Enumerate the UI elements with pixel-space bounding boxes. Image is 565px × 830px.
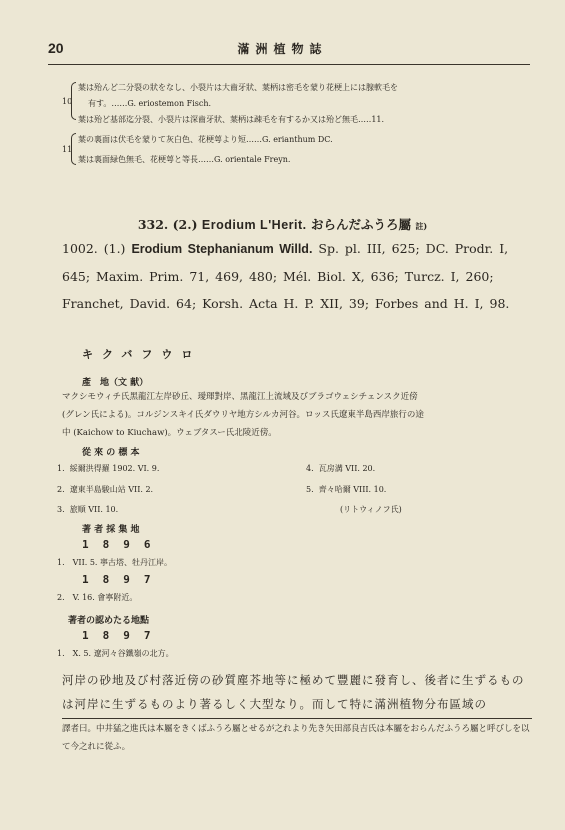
body-paragraph: 河岸の砂地及び村落近傍の砂質塵芥地等に極めて豐麗に發育し、後者に生ずるものは河岸に生ずるものより著るしく大型なり。而して特に滿洲植物分布區域の <box>62 673 525 711</box>
specimen-item: 3. 旅順 VII. 10. <box>57 505 119 514</box>
genus-note-mark: 註) <box>415 221 428 231</box>
footnote-rule <box>62 718 532 719</box>
key-line: 葉は裏面緑色無毛、花梗萼と等長……G. orientale Freyn. <box>78 155 291 164</box>
habitat-line: (グレン氏による)。コルジンスキイ氏ダウリヤ地方シルカ河谷。ロッス氏遼東半島西岸旅行の途 <box>62 410 424 420</box>
page-number: 20 <box>48 40 64 56</box>
key-line: 葉は殆んど二分裂の狀をなし、小裂片は大齒牙狀、葉柄は密毛を蒙り花梗上には腺軟毛を <box>78 83 398 92</box>
species-number: 1002. (1.) <box>62 241 126 256</box>
key-line: 葉は殆ど基部迄分裂、小裂片は深齒牙狀、葉柄は疎毛を有するか又は殆ど無毛…‥11. <box>78 115 385 124</box>
genus-japanese-name: おらんだふうろ屬 <box>310 217 411 232</box>
specimen-item: 5. 齊々哈爾 VIII. 10. <box>306 485 387 494</box>
collected-heading: 著 者 採 集 地 <box>82 525 140 535</box>
key-line: 葉の裏面は伏毛を蒙りて灰白色、花梗萼より短……G. erianthum DC. <box>78 135 333 144</box>
specimen-item: 1. 綏爾洪得羅 1902. VI. 9. <box>57 464 160 473</box>
year-label: 1897 <box>82 573 165 586</box>
key-line: 有す。……G. eriostemon Fisch. <box>88 99 212 108</box>
specimens-heading: 從 來 の 標 本 <box>82 448 140 458</box>
habitat-line: マクシモウィチ氏黑龍江左岸砂丘、璦琿對岸、黑龍江上流域及びブラゴウェシチェンスク近傍 <box>62 392 418 402</box>
running-title: 滿洲植物誌 <box>237 42 328 56</box>
key-number-11: 11 <box>62 145 73 154</box>
specimen-item: 2. 遼東半島駿山站 VII. 2. <box>57 485 154 494</box>
collected-item: 1. VII. 5. 寧古塔、牡丹江岸。 <box>57 558 172 567</box>
specimen-collector-note: (リトウィノフ氏) <box>340 505 402 514</box>
habitat-line: 中 (Kaichow to Kiuchaw)。ウェブタスー氏北陵近傍。 <box>62 428 277 438</box>
habitat-heading: 產 地（文 献） <box>82 378 149 388</box>
key-brace-10 <box>71 82 76 120</box>
observed-heading: 著者の認めたる地點 <box>68 616 150 626</box>
key-brace-11 <box>71 133 76 165</box>
specimen-item: 4. 瓦房溝 VII. 20. <box>306 464 376 473</box>
species-references: Sp. pl. III, 625; DC. Prodr. I, 645; Maxim. Prim. 71, 469, 480; Mél. Biol. X, 636; Turcz. I, 260; Franchet, David. 64; Korsh. Acta H. P. XII, 39; Forbes and H. I, 98. <box>62 241 510 311</box>
species-name: Erodium Stephanianum Willd. <box>131 242 313 256</box>
observed-item: 1. X. 5. 遼河々谷鐵嶺の北方。 <box>57 649 174 658</box>
year-label: 1897 <box>82 629 165 642</box>
year-label: 1896 <box>82 538 165 551</box>
footnote: 譯者曰。中井猛之進氏は本屬をきくばふうろ屬とせるが之れより先き矢田部良吉氏は本屬をおらんだふうろ屬と呼びしを以て今之れに從ふ。 <box>62 724 530 752</box>
genus-heading <box>0 215 565 233</box>
key-number-10: 10 <box>62 97 73 106</box>
species-entry <box>62 235 532 317</box>
genus-latin-name: Erodium L'Herit. <box>201 218 307 232</box>
collected-item: 2. V. 16. 會寧附近。 <box>57 593 138 602</box>
japanese-common-name: キクバフウロ <box>82 348 202 361</box>
genus-number: 332. (2.) <box>137 217 198 232</box>
header-rule <box>48 64 530 65</box>
